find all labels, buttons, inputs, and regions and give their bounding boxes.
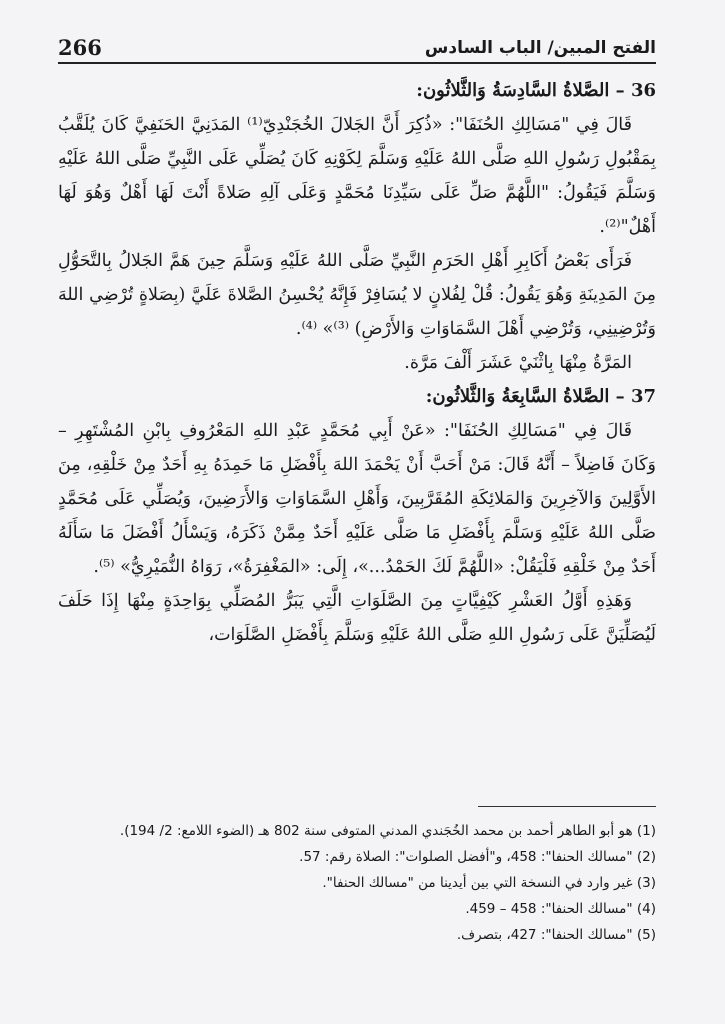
running-title: الفتح المبين/ الباب السادس [424, 38, 656, 58]
paragraph: وَهَذِهِ أَوَّلُ العَشْرِ كَيْفِيَّاتٍ مِنَ الصَّلَوَاتِ الَّتِي يَبَرُّ المُصَلِّي بِوَاحِدَةٍ مِنْهَا إِذَا حَلَفَ لَيُصَلِّيَنَّ عَلَى رَسُولِ اللهِ صَلَّى اللهُ عَلَيْهِ وَسَلَّمَ بِأَفْضَلِ الصَّلَوَات، [58, 591, 656, 645]
footnotes [58, 818, 656, 948]
paragraph: المَرَّةُ مِنْهَا بِاثْنَيْ عَشَرَ أَلْفَ مَرَّة. [404, 353, 632, 373]
page-number: 266 [58, 35, 102, 60]
main-text [58, 74, 656, 652]
footnote: (5) "مسالك الحنفا": 427، بتصرف. [456, 927, 656, 943]
paragraph: قَالَ فِي "مَسَالِكِ الحُنَفَا": «ذُكِرَ أَنَّ الجَلالَ الخُجَنْدِيّ⁽¹⁾ المَدَنِيَّ الحَنَفِيَّ كَانَ يُلَقَّبُ بِمَقْبُولِ رَسُولِ اللهِ صَلَّى اللهُ عَلَيْهِ وَسَلَّمَ لِكَوْنِهِ كَانَ يُصَلِّي عَلَى النَّبِيِّ صَلَّى اللهُ عَلَيْهِ وَسَلَّمَ فَيَقُولُ: "اللَّهُمَّ صَلِّ عَلَى سَيِّدِنَا مُحَمَّدٍ وَعَلَى آلِهِ صَلاةً أَنْتَ لَهَا أَهْلٌ وَهُوَ لَهَا أَهْلٌ"⁽²⁾. [58, 115, 656, 237]
footnote-divider [478, 806, 656, 807]
paragraph: فَرَأَى بَعْضُ أَكَابِرِ أَهْلِ الحَرَمِ النَّبِيِّ صَلَّى اللهُ عَلَيْهِ وَسَلَّمَ حِينَ هَمَّ الجَلالُ بِالتَّحَوُّلِ مِنَ المَدِينَةِ وَهُوَ يَقُولُ: قُلْ لِفُلانٍ لا يُسَافِرْ فَإِنَّهُ يُحْسِنُ الصَّلاةَ عَلَيَّ (بِصَلاةٍ تُرْضِي اللهَ وَتُرْضِينِي، وَتُرْضِي أَهْلَ السَّمَاوَاتِ وَالأَرْضِ) ⁽³⁾» ⁽⁴⁾. [58, 251, 656, 339]
page-header [58, 26, 656, 64]
footnote: (2) "مسالك الحنفا": 458، و"أفضل الصلوات": الصلاة رقم: 57. [299, 849, 656, 865]
section-heading-37: 37 – الصَّلاةُ السَّابِعَةُ وَالثَّلاثُون: [425, 386, 656, 407]
paragraph: قَالَ فِي "مَسَالِكِ الحُنَفَا": «عَنْ أَبِي مُحَمَّدٍ عَبْدِ اللهِ المَعْرُوفِ بِابْنِ المُشْتَهِرِ – وَكَانَ فَاضِلاً – أَنَّهُ قَالَ: مَنْ أَحَبَّ أَنْ يَحْمَدَ اللهَ بِأَفْضَلِ مَا حَمِدَهُ بِهِ أَحَدٌ مِنْ خَلْقِهِ، مِنَ الأَوَّلِينَ وَالآخِرِينَ وَالمَلائِكَةِ المُقَرَّبِينَ، وَأَهْلِ السَّمَاوَاتِ وَالأَرَضِينَ، وَيُصَلِّي عَلَى مُحَمَّدٍ صَلَّى اللهُ عَلَيْهِ وَسَلَّمَ بِأَفْضَلِ مَا صَلَّى عَلَيْهِ أَحَدٌ مِمَّنْ ذَكَرَهُ، وَيَسْأَلُ أَفْضَلَ مَا سَأَلَهُ أَحَدٌ مِنْ خَلْقِهِ فَلْيَقُلْ: «اللَّهُمَّ لَكَ الحَمْدُ...»، إِلَى: «المَغْفِرَةُ»، رَوَاهُ النُّمَيْرِيُّ» ⁽⁵⁾. [58, 421, 656, 577]
section-heading-36: 36 – الصَّلاةُ السَّادِسَةُ وَالثَّلاثُون: [416, 80, 656, 101]
footnote: (4) "مسالك الحنفا": 458 – 459. [465, 901, 656, 917]
footnote: (1) هو أبو الطاهر أحمد بن محمد الخُجَندي المدني المتوفى سنة 802 هـ (الضوء اللامع: 2/ 194). [119, 823, 656, 839]
footnote: (3) غير وارد في النسخة التي بين أيدينا من "مسالك الحنفا". [322, 875, 656, 891]
